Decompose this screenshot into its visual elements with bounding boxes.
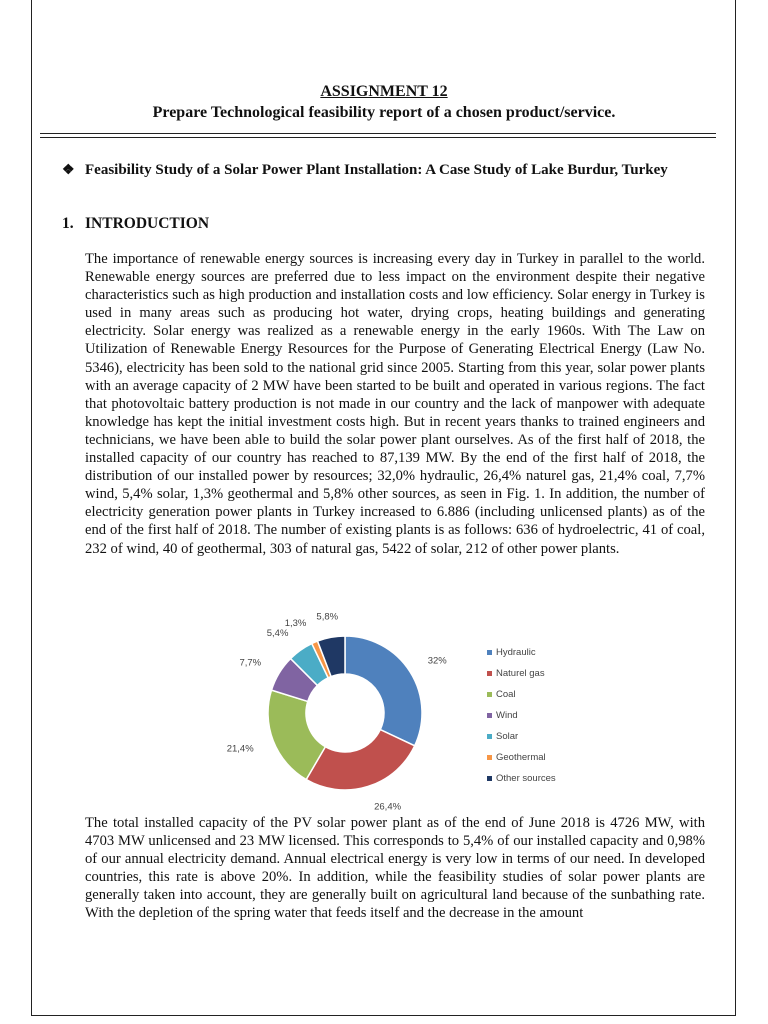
legend-label: Naturel gas — [496, 668, 545, 679]
legend-label: Geothermal — [496, 752, 546, 763]
legend-label: Hydraulic — [496, 647, 536, 658]
slice-label: 32% — [427, 655, 447, 667]
slice-hydraulic — [345, 636, 422, 746]
section-number: 1. — [62, 215, 74, 232]
legend-swatch — [487, 713, 492, 718]
section-title: INTRODUCTION — [85, 215, 210, 232]
divider-line — [40, 133, 716, 134]
legend-label: Wind — [496, 710, 518, 721]
legend-swatch — [487, 755, 492, 760]
legend-swatch — [487, 692, 492, 697]
legend-label: Coal — [496, 689, 516, 700]
introduction-paragraph: The importance of renewable energy sources is increasing every day in Turkey in parallel to the world. Renewable energy sources are preferred due to less impact on the environment despite their negative characteristics such as high production and installation costs and low efficiency. Solar energy in Turkey is used in many areas such as producing hot water, drying crops, heating buildings and generating electricity. Solar energy was realized as a renewable energy in the early 1960s. With The Law on Utilization of Renewable Energy Resources for the Purpose of Generating Electrical Energy (Law No. 5346), electricity has been sold to the national grid since 2005. Starting from this year, solar power plants with an average capacity of 2 MW have been started to be built and operated in various regions. The fact that photovoltaic battery production is not made in our country and the lack of manpower with adequate knowledge has kept the initial investment costs high. But in recent years thanks to trained engineers and technicians, we have been able to build the solar power plant ourselves. As of the first half of 2018, the installed capacity of our country has reached to 87,139 MW. By the end of the first half of 2018, the distribution of our installed power by resources; 32,0% hydraulic, 26,4% naturel gas, 21,4% coal, 7,7% wind, 5,4% solar, 1,3% geothermal and 5,8% other sources, as seen in Fig. 1. In addition, the number of electricity generation power plants in Turkey increased to 6.886 (including unlicensed plants) as of the end of the first half of 2018. The number of existing plants is as follows: 636 of hydroelectric, 41 of coal, 232 of wind, 40 of geothermal, 303 of natural gas, 5422 of solar, 212 of other power plants. — [85, 251, 705, 557]
slice-label: 7,7% — [239, 657, 262, 669]
slice-label: 5,8% — [316, 611, 339, 623]
pv-capacity-paragraph: The total installed capacity of the PV solar power plant as of the end of June 2018 is 4726 MW, with 4703 MW unlicensed and 23 MW licensed. This corresponds to 5,4% of our installed capacity and 0,98% of our annual electricity demand. Annual electrical energy is very low in terms of our need. In developed countries, this rate is above 20%. In addition, while the feasibility studies of solar power plants are generally taken into account, they are generally built on agricultural land because of the sunbathing rate. With the depletion of the spring water that feeds itself and the decrease in the amount — [85, 815, 705, 922]
legend-swatch — [487, 734, 492, 739]
slice-label: 1,3% — [284, 617, 307, 629]
legend-swatch — [487, 671, 492, 676]
installed-power-donut-chart — [215, 611, 575, 815]
assignment-title: ASSIGNMENT 12 — [320, 83, 448, 100]
divider-line — [40, 137, 716, 138]
legend-label: Solar — [496, 731, 519, 742]
diamond-bullet-icon: ❖ — [62, 163, 75, 178]
legend-swatch — [487, 776, 492, 781]
slice-label: 5,4% — [266, 627, 289, 639]
study-title: Feasibility Study of a Solar Power Plant Installation: A Case Study of Lake Burdur, Turkey — [85, 162, 668, 178]
legend-swatch — [487, 650, 492, 655]
assignment-task: Prepare Technological feasibility report of a chosen product/service. — [152, 104, 616, 121]
slice-label: 21,4% — [226, 743, 254, 755]
slice-label: 26,4% — [374, 801, 402, 813]
slice-naturel-gas — [306, 730, 414, 790]
legend-label: Other sources — [496, 773, 556, 784]
